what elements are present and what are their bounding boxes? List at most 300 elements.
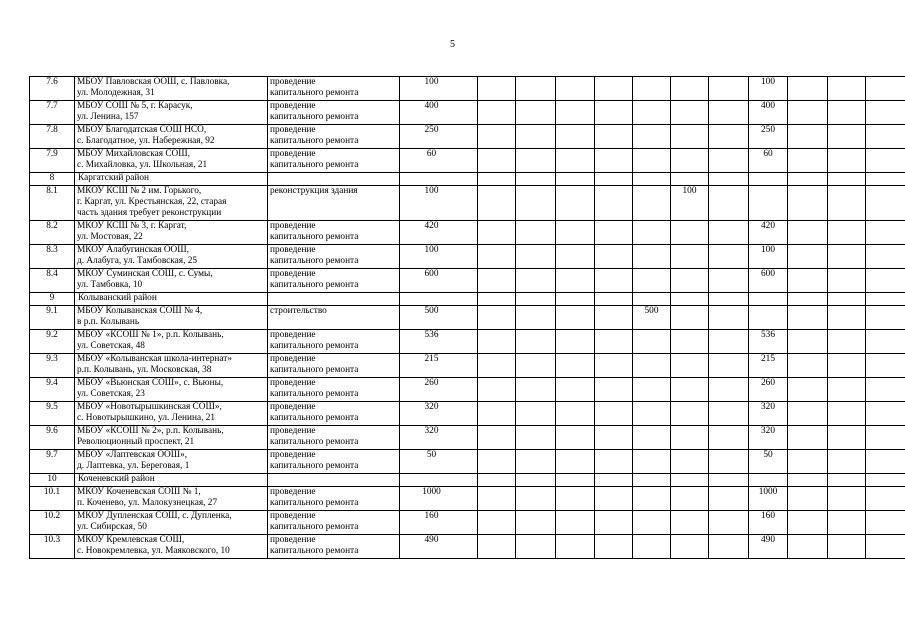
empty-cell xyxy=(671,77,709,101)
empty-cell xyxy=(516,330,556,354)
table-row xyxy=(30,77,905,101)
year-amount: 100 xyxy=(671,186,709,221)
cell-line: г. Каргат, ул. Крестьянская, 22, старая xyxy=(77,197,227,207)
empty-cell xyxy=(516,450,556,474)
empty-cell xyxy=(633,125,671,149)
empty-cell xyxy=(671,149,709,173)
cell-line: с. Благодатное, ул. Набережная, 92 xyxy=(77,136,215,146)
empty-cell xyxy=(633,474,671,487)
cell-line: ул. Советская, 48 xyxy=(77,341,145,351)
row-number: 9.4 xyxy=(30,378,75,402)
cell-line: проведение xyxy=(270,125,316,135)
empty-cell xyxy=(866,77,905,101)
school-name xyxy=(75,378,268,402)
work-type xyxy=(268,101,400,125)
row-number: 8.3 xyxy=(30,245,75,269)
cell-line: ул. Молодежная, 31 xyxy=(77,88,155,98)
work-type xyxy=(268,426,400,450)
year-amount: 250 xyxy=(749,125,788,149)
empty-cell xyxy=(556,511,595,535)
row-number: 9 xyxy=(30,293,75,306)
empty-cell xyxy=(268,474,400,487)
empty-cell xyxy=(709,186,749,221)
empty-cell xyxy=(556,269,595,293)
empty-cell xyxy=(556,535,595,559)
empty-cell xyxy=(828,173,866,186)
cell-line: МКОУ Кремлевская СОШ, xyxy=(77,535,185,545)
empty-cell xyxy=(556,306,595,330)
empty-cell xyxy=(556,450,595,474)
empty-cell xyxy=(788,535,828,559)
empty-cell xyxy=(595,487,633,511)
empty-cell xyxy=(633,402,671,426)
table-row xyxy=(30,426,905,450)
empty-cell xyxy=(709,221,749,245)
empty-cell xyxy=(828,293,866,306)
empty-cell xyxy=(595,535,633,559)
row-number: 9.1 xyxy=(30,306,75,330)
empty-cell xyxy=(788,487,828,511)
year-amount: 215 xyxy=(749,354,788,378)
year-amount: 536 xyxy=(749,330,788,354)
empty-cell xyxy=(749,474,788,487)
empty-cell xyxy=(709,269,749,293)
cell-line: проведение xyxy=(270,426,316,436)
cell-line: МБОУ Михайловская СОШ, xyxy=(77,149,190,159)
cell-line: проведение xyxy=(270,511,316,521)
empty-cell xyxy=(788,293,828,306)
year-amount: 100 xyxy=(749,77,788,101)
empty-cell xyxy=(709,77,749,101)
empty-cell xyxy=(828,125,866,149)
empty-cell xyxy=(595,511,633,535)
cell-line: МБОУ «КСОШ № 2», р.п. Колывань, xyxy=(77,426,224,436)
cell-line: капитального ремонта xyxy=(270,160,359,170)
cell-line: ул. Сибирская, 50 xyxy=(77,522,147,532)
table-row xyxy=(30,487,905,511)
cell-line: с. Новокремлевка, ул. Маяковского, 10 xyxy=(77,546,230,556)
total-amount: 320 xyxy=(400,426,478,450)
empty-cell xyxy=(595,402,633,426)
empty-cell xyxy=(866,487,905,511)
empty-cell xyxy=(828,354,866,378)
empty-cell xyxy=(556,77,595,101)
cell-line: проведение xyxy=(270,101,316,111)
empty-cell xyxy=(671,450,709,474)
empty-cell xyxy=(478,125,516,149)
empty-cell xyxy=(671,173,709,186)
district-name: Коченевский район xyxy=(75,474,268,487)
empty-cell xyxy=(556,101,595,125)
work-type xyxy=(268,378,400,402)
empty-cell xyxy=(478,450,516,474)
cell-line: д. Лаптевка, ул. Береговая, 1 xyxy=(77,461,190,471)
cell-line: д. Алабуга, ул. Тамбовская, 25 xyxy=(77,256,198,266)
empty-cell xyxy=(556,426,595,450)
empty-cell xyxy=(709,245,749,269)
cell-line: капитального ремонта xyxy=(270,341,359,351)
empty-cell xyxy=(828,245,866,269)
cell-line: МБОУ СОШ № 5, г. Карасук, xyxy=(77,101,193,111)
school-name xyxy=(75,245,268,269)
empty-cell xyxy=(595,186,633,221)
district-row xyxy=(30,173,905,186)
empty-cell xyxy=(866,269,905,293)
year-amount: 320 xyxy=(749,402,788,426)
cell-line: проведение xyxy=(270,330,316,340)
table-row xyxy=(30,101,905,125)
cell-line: МКОУ Коченевская СОШ № 1, xyxy=(77,487,201,497)
total-amount: 500 xyxy=(400,306,478,330)
empty-cell xyxy=(633,245,671,269)
empty-cell xyxy=(671,330,709,354)
empty-cell xyxy=(633,293,671,306)
cell-line: проведение xyxy=(270,269,316,279)
cell-line: МКОУ Дупленская СОШ, с. Дупленка, xyxy=(77,511,232,521)
table-body xyxy=(30,77,905,559)
empty-cell xyxy=(556,186,595,221)
district-name: Колыванский район xyxy=(75,293,268,306)
empty-cell xyxy=(478,535,516,559)
empty-cell xyxy=(671,125,709,149)
empty-cell xyxy=(556,221,595,245)
school-name xyxy=(75,426,268,450)
row-number: 7.7 xyxy=(30,101,75,125)
empty-cell xyxy=(516,306,556,330)
empty-cell xyxy=(709,487,749,511)
empty-cell xyxy=(516,149,556,173)
empty-cell xyxy=(633,269,671,293)
cell-line: строительство xyxy=(270,306,327,316)
empty-cell xyxy=(595,149,633,173)
empty-cell xyxy=(709,511,749,535)
empty-cell xyxy=(671,269,709,293)
work-type xyxy=(268,77,400,101)
table-row xyxy=(30,402,905,426)
cell-line: МБОУ Павловская ООШ, с. Павловка, xyxy=(77,77,230,87)
empty-cell xyxy=(709,330,749,354)
school-name xyxy=(75,450,268,474)
empty-cell xyxy=(400,173,478,186)
empty-cell xyxy=(788,125,828,149)
cell-line: капитального ремонта xyxy=(270,498,359,508)
district-row xyxy=(30,293,905,306)
year-amount: 50 xyxy=(749,450,788,474)
school-name xyxy=(75,402,268,426)
empty-cell xyxy=(709,173,749,186)
empty-cell xyxy=(633,77,671,101)
row-number: 8 xyxy=(30,173,75,186)
total-amount: 1000 xyxy=(400,487,478,511)
work-type xyxy=(268,450,400,474)
empty-cell xyxy=(788,402,828,426)
district-row xyxy=(30,474,905,487)
cell-line: капитального ремонта xyxy=(270,461,359,471)
total-amount: 160 xyxy=(400,511,478,535)
empty-cell xyxy=(516,402,556,426)
empty-cell xyxy=(478,101,516,125)
empty-cell xyxy=(556,293,595,306)
empty-cell xyxy=(866,221,905,245)
empty-cell xyxy=(516,474,556,487)
year-amount: 260 xyxy=(749,378,788,402)
cell-line: МБОУ «Вьюнская СОШ», с. Вьюны, xyxy=(77,378,224,388)
total-amount: 320 xyxy=(400,402,478,426)
empty-cell xyxy=(828,77,866,101)
total-amount: 250 xyxy=(400,125,478,149)
empty-cell xyxy=(478,330,516,354)
empty-cell xyxy=(749,186,788,221)
school-name xyxy=(75,487,268,511)
empty-cell xyxy=(671,474,709,487)
empty-cell xyxy=(788,173,828,186)
empty-cell xyxy=(828,221,866,245)
empty-cell xyxy=(788,354,828,378)
empty-cell xyxy=(709,306,749,330)
empty-cell xyxy=(866,186,905,221)
empty-cell xyxy=(788,474,828,487)
total-amount: 420 xyxy=(400,221,478,245)
school-name xyxy=(75,149,268,173)
year-amount: 500 xyxy=(633,306,671,330)
total-amount: 490 xyxy=(400,535,478,559)
table-row xyxy=(30,306,905,330)
year-amount: 100 xyxy=(749,245,788,269)
empty-cell xyxy=(866,474,905,487)
table-row xyxy=(30,125,905,149)
school-name xyxy=(75,269,268,293)
total-amount: 600 xyxy=(400,269,478,293)
cell-line: капитального ремонта xyxy=(270,232,359,242)
cell-line: капитального ремонта xyxy=(270,88,359,98)
cell-line: проведение xyxy=(270,221,316,231)
table-row xyxy=(30,269,905,293)
school-name xyxy=(75,186,268,221)
cell-line: проведение xyxy=(270,245,316,255)
empty-cell xyxy=(788,245,828,269)
empty-cell xyxy=(788,101,828,125)
empty-cell xyxy=(595,330,633,354)
empty-cell xyxy=(516,269,556,293)
empty-cell xyxy=(788,77,828,101)
empty-cell xyxy=(478,511,516,535)
empty-cell xyxy=(595,474,633,487)
cell-line: с. Новотырышкино, ул. Ленина, 21 xyxy=(77,413,216,423)
empty-cell xyxy=(866,101,905,125)
empty-cell xyxy=(866,293,905,306)
cell-line: капитального ремонта xyxy=(270,365,359,375)
empty-cell xyxy=(671,306,709,330)
cell-line: МБОУ Благодатская СОШ НСО, xyxy=(77,125,207,135)
cell-line: р.п. Колывань, ул. Московская, 38 xyxy=(77,365,212,375)
empty-cell xyxy=(556,149,595,173)
empty-cell xyxy=(866,354,905,378)
total-amount: 100 xyxy=(400,245,478,269)
empty-cell xyxy=(709,101,749,125)
cell-line: МКОУ Суминская СОШ, с. Сумы, xyxy=(77,269,213,279)
empty-cell xyxy=(866,330,905,354)
year-amount: 320 xyxy=(749,426,788,450)
empty-cell xyxy=(556,402,595,426)
empty-cell xyxy=(828,511,866,535)
empty-cell xyxy=(595,101,633,125)
cell-line: капитального ремонта xyxy=(270,413,359,423)
row-number: 7.8 xyxy=(30,125,75,149)
cell-line: МБОУ «КСОШ № 1», р.п. Колывань, xyxy=(77,330,224,340)
empty-cell xyxy=(633,173,671,186)
empty-cell xyxy=(866,402,905,426)
empty-cell xyxy=(595,306,633,330)
empty-cell xyxy=(671,354,709,378)
empty-cell xyxy=(671,221,709,245)
cell-line: с. Михайловка, ул. Школьная, 21 xyxy=(77,160,208,170)
empty-cell xyxy=(828,426,866,450)
total-amount: 100 xyxy=(400,77,478,101)
row-number: 8.4 xyxy=(30,269,75,293)
empty-cell xyxy=(478,186,516,221)
empty-cell xyxy=(516,173,556,186)
cell-line: проведение xyxy=(270,402,316,412)
empty-cell xyxy=(671,511,709,535)
empty-cell xyxy=(516,354,556,378)
empty-cell xyxy=(478,77,516,101)
empty-cell xyxy=(828,378,866,402)
empty-cell xyxy=(709,354,749,378)
empty-cell xyxy=(595,378,633,402)
empty-cell xyxy=(828,306,866,330)
cell-line: капитального ремонта xyxy=(270,522,359,532)
empty-cell xyxy=(866,378,905,402)
table-row xyxy=(30,511,905,535)
cell-line: ул. Советская, 23 xyxy=(77,389,145,399)
empty-cell xyxy=(866,149,905,173)
empty-cell xyxy=(268,293,400,306)
empty-cell xyxy=(595,125,633,149)
empty-cell xyxy=(788,450,828,474)
year-amount: 160 xyxy=(749,511,788,535)
row-number: 10.3 xyxy=(30,535,75,559)
empty-cell xyxy=(595,450,633,474)
empty-cell xyxy=(516,378,556,402)
school-name xyxy=(75,535,268,559)
empty-cell xyxy=(595,426,633,450)
work-type xyxy=(268,511,400,535)
table-row xyxy=(30,450,905,474)
empty-cell xyxy=(516,221,556,245)
cell-line: МКОУ КСШ № 3, г. Каргат, xyxy=(77,221,187,231)
empty-cell xyxy=(400,474,478,487)
year-amount: 400 xyxy=(749,101,788,125)
work-type xyxy=(268,269,400,293)
empty-cell xyxy=(671,245,709,269)
empty-cell xyxy=(828,269,866,293)
empty-cell xyxy=(828,487,866,511)
empty-cell xyxy=(788,378,828,402)
empty-cell xyxy=(633,221,671,245)
empty-cell xyxy=(516,535,556,559)
empty-cell xyxy=(866,173,905,186)
empty-cell xyxy=(478,474,516,487)
empty-cell xyxy=(633,535,671,559)
empty-cell xyxy=(788,306,828,330)
cell-line: в р.п. Колывань xyxy=(77,317,140,327)
school-name xyxy=(75,354,268,378)
empty-cell xyxy=(788,269,828,293)
empty-cell xyxy=(556,245,595,269)
total-amount: 215 xyxy=(400,354,478,378)
program-table xyxy=(29,76,905,559)
empty-cell xyxy=(556,173,595,186)
total-amount: 50 xyxy=(400,450,478,474)
empty-cell xyxy=(671,535,709,559)
cell-line: МБОУ «Колыванская школа-интернат» xyxy=(77,354,232,364)
empty-cell xyxy=(749,306,788,330)
row-number: 10.1 xyxy=(30,487,75,511)
empty-cell xyxy=(671,487,709,511)
empty-cell xyxy=(866,306,905,330)
school-name xyxy=(75,221,268,245)
cell-line: проведение xyxy=(270,354,316,364)
empty-cell xyxy=(516,487,556,511)
empty-cell xyxy=(828,330,866,354)
school-name xyxy=(75,511,268,535)
empty-cell xyxy=(595,221,633,245)
cell-line: проведение xyxy=(270,378,316,388)
empty-cell xyxy=(788,511,828,535)
empty-cell xyxy=(828,450,866,474)
empty-cell xyxy=(749,293,788,306)
cell-line: капитального ремонта xyxy=(270,280,359,290)
empty-cell xyxy=(478,487,516,511)
table-row xyxy=(30,221,905,245)
cell-line: проведение xyxy=(270,77,316,87)
empty-cell xyxy=(478,354,516,378)
table-row xyxy=(30,186,905,221)
work-type xyxy=(268,402,400,426)
empty-cell xyxy=(671,293,709,306)
empty-cell xyxy=(709,149,749,173)
empty-cell xyxy=(749,173,788,186)
school-name xyxy=(75,306,268,330)
cell-line: ул. Ленина, 157 xyxy=(77,112,139,122)
empty-cell xyxy=(595,77,633,101)
cell-line: капитального ремонта xyxy=(270,546,359,556)
empty-cell xyxy=(595,354,633,378)
school-name xyxy=(75,330,268,354)
empty-cell xyxy=(633,330,671,354)
empty-cell xyxy=(828,535,866,559)
empty-cell xyxy=(633,487,671,511)
cell-line: ул. Тамбовка, 10 xyxy=(77,280,143,290)
empty-cell xyxy=(556,487,595,511)
work-type xyxy=(268,306,400,330)
empty-cell xyxy=(478,306,516,330)
table-row xyxy=(30,535,905,559)
empty-cell xyxy=(866,535,905,559)
empty-cell xyxy=(866,245,905,269)
work-type xyxy=(268,487,400,511)
empty-cell xyxy=(709,426,749,450)
work-type xyxy=(268,149,400,173)
year-amount: 60 xyxy=(749,149,788,173)
empty-cell xyxy=(516,77,556,101)
work-type xyxy=(268,245,400,269)
empty-cell xyxy=(828,101,866,125)
empty-cell xyxy=(516,245,556,269)
empty-cell xyxy=(633,149,671,173)
empty-cell xyxy=(633,450,671,474)
cell-line: МБОУ Колыванская СОШ № 4, xyxy=(77,306,203,316)
